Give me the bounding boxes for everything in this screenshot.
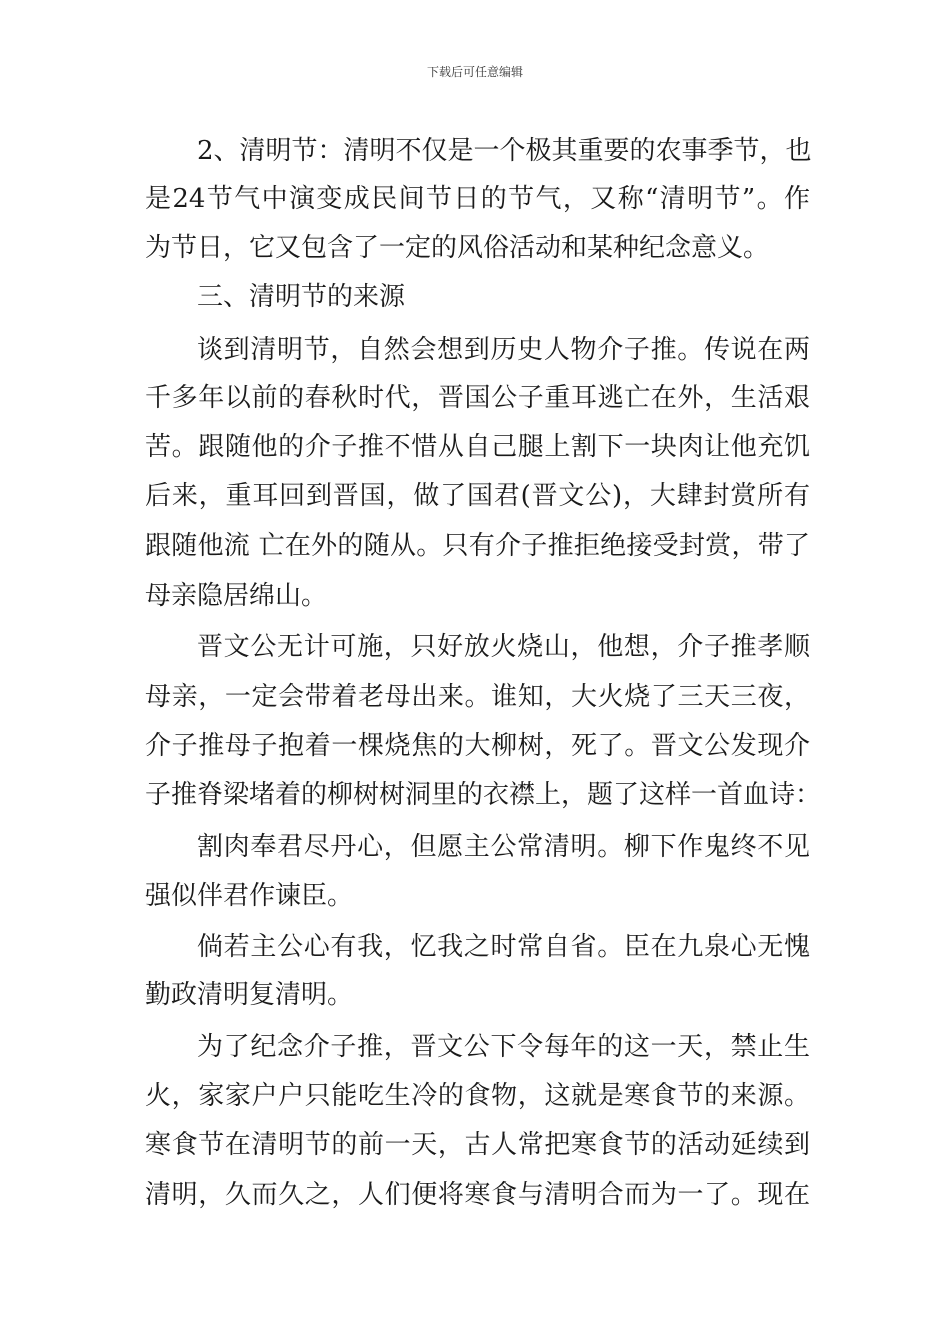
paragraph-line: 后来，重耳回到晋国，做了国君(晋文公)，大肆封赏所有 <box>145 481 810 511</box>
paragraph-line: 火，家家户户只能吃生冷的食物，这就是寒食节的来源。 <box>145 1081 810 1111</box>
paragraph-line: 清明，久而久之，人们便将寒食与清明合而为一了。现在 <box>145 1180 810 1210</box>
paragraph-line: 介子推母子抱着一棵烧焦的大柳树，死了。晋文公发现介 <box>145 731 810 761</box>
poem-line: 倘若主公心有我，忆我之时常自省。臣在九泉心无愧 <box>197 932 810 962</box>
paragraph-line: 母亲，一定会带着老母出来。谁知，大火烧了三天三夜， <box>145 682 810 712</box>
paragraph-line: 母亲隐居绵山。 <box>145 581 328 611</box>
section-heading: 三、清明节的来源 <box>197 282 406 312</box>
page-header: 下载后可任意编辑 <box>426 65 523 79</box>
paragraph-line: 跟随他流 亡在外的随从。只有介子推拒绝接受封赏，带了 <box>145 531 810 561</box>
poem-line: 割肉奉君尽丹心，但愿主公常清明。柳下作鬼终不见 <box>197 832 810 862</box>
paragraph-line: 为节日，它又包含了一定的风俗活动和某种纪念意义。 <box>145 233 770 263</box>
poem-line: 强似伴君作谏臣。 <box>145 881 354 911</box>
poem-line: 勤政清明复清明。 <box>145 980 354 1010</box>
paragraph-line: 晋文公无计可施，只好放火烧山，他想，介子推孝顺 <box>197 632 810 662</box>
paragraph-line: 为了纪念介子推，晋文公下令每年的这一天，禁止生 <box>197 1032 810 1062</box>
paragraph-line: 谈到清明节，自然会想到历史人物介子推。传说在两 <box>197 335 810 365</box>
paragraph-line: 2、清明节：清明不仅是一个极其重要的农事季节，也 <box>197 136 812 166</box>
paragraph-line: 寒食节在清明节的前一天，古人常把寒食节的活动延续到 <box>145 1130 810 1160</box>
paragraph-line: 子推脊梁堵着的柳树树洞里的衣襟上，题了这样一首血诗： <box>145 780 822 810</box>
paragraph-line: 是24节气中演变成民间节日的节气，又称“清明节”。作 <box>145 184 810 214</box>
paragraph-line: 苦。跟随他的介子推不惜从自己腿上割下一块肉让他充饥 <box>145 432 810 462</box>
paragraph-line: 千多年以前的春秋时代，晋国公子重耳逃亡在外，生活艰 <box>145 383 810 413</box>
